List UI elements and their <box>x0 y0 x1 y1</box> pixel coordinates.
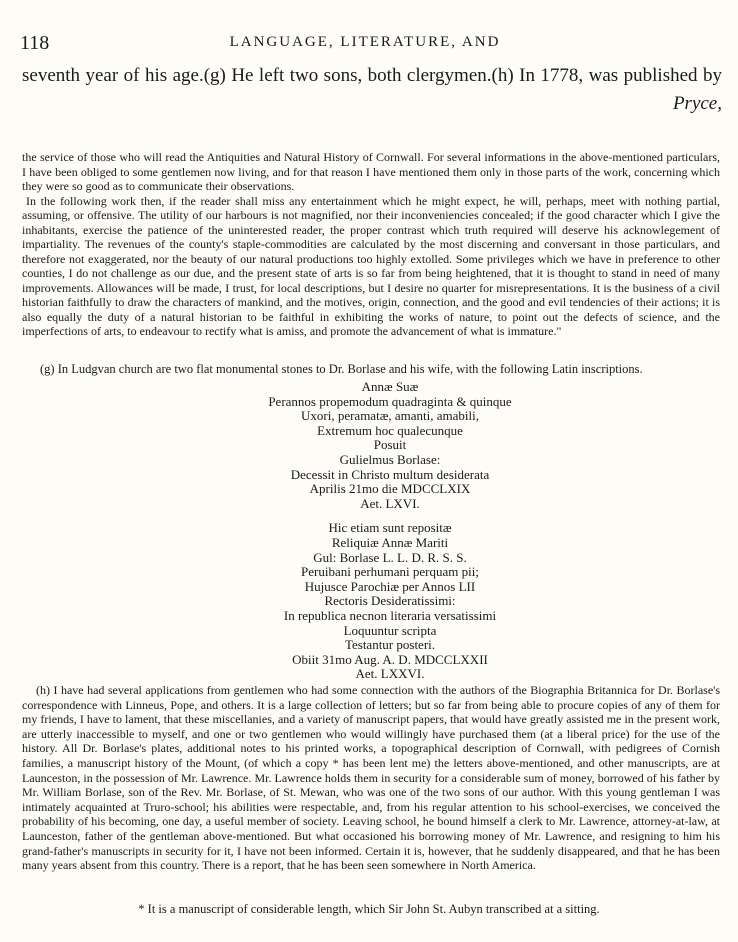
note-h-text: (h) I have had several applications from gentlemen who had some connection with the authors of the Biographia Britannica for Dr. Borlase's correspondence with Linneus, Pope, and others. It is a large collection of letters; but so far from being able to procure copies of any of them for my friends, I have to lament, that these miscellanies, and a variety of manuscript papers, that would have greatly assisted me in the present work, are utterly inaccessible to myself, and one or two gentlemen who would willingly have purchased them (at a liberal price) for the use of the history. All Dr. Borlase's plates, additional notes to his printed works, a topographical description of Cornwall, with pedigrees of Cornish families, a manuscript history of the Mount, (of which a copy * has been lent me) the letters above-mentioned, and other manuscripts, are at Launceston, in the possession of Mr. Lawrence. Mr. Lawrence holds them in security for a considerable sum of money, borrowed of his father by Mr. William Borlase, son of the Rev. Mr. Borlase, of St. Mewan, who was one of the two sons of our author. With this young gentleman I was intimately acquainted at Truro-school; his abilities were respectable, and, from his regular attention to his school-exercises, we conceived the probability of his becoming, one day, a useful member of society. Leaving school, he bound himself a clerk to Mr. Lawrence, attorney-at-law, at Launceston, father of the gentleman above-mentioned. But what occasioned his borrowing money of Mr. Lawrence, and resigning to him his grand-father's manuscripts in security for it, I have not been informed. Certain it is, however, that he suddenly disappeared, and that he has been many years absent from this country. There is a report, that he has been seen somewhere in North America. <box>22 683 720 873</box>
inscription-line: Rectoris Desideratissimi: <box>324 593 456 609</box>
inscription-line: Reliquiæ Annæ Mariti <box>331 534 449 550</box>
inscription-line: Aet. LXVI. <box>360 495 420 511</box>
note-g-intro: (g) In Ludgvan church are two flat monumental stones to Dr. Borlase and his wife, with the following Latin inscriptions. <box>40 362 643 376</box>
catchword: Pryce, <box>672 93 722 114</box>
note-h <box>22 683 720 873</box>
inscription-line: Obiit 31mo Aug. A. D. MDCCLXXII <box>292 651 488 667</box>
latin-inscription <box>230 380 550 682</box>
inscription-line: Annæ Suæ <box>361 379 419 394</box>
page-header <box>20 32 710 56</box>
inscription-line: Gul: Borlase L. L. D. R. S. S. <box>313 549 467 565</box>
inscription-line: Peruibani perhumani perquam pii; <box>301 564 479 580</box>
inscription-line: Loquuntur scripta <box>343 622 437 638</box>
inscription-line: Decessit in Christo multum desiderata <box>290 466 490 482</box>
page-footnote: * It is a manuscript of considerable length, which Sir John St. Aubyn transcribed at a sitting. <box>138 902 600 916</box>
page-number: 118 <box>20 32 50 54</box>
inscription-line: Aet. LXXVI. <box>355 666 425 682</box>
inscription-line: Posuit <box>373 437 407 453</box>
running-title: LANGUAGE, LITERATURE, AND <box>229 34 501 50</box>
main-text-line: seventh year of his age.(g) He left two sons, both clergymen.(h) In 1778, was published by <box>22 65 722 86</box>
inscription-line: Aprilis 21mo die MDCCLXIX <box>309 481 471 497</box>
inscription-line: Hujusce Parochiæ per Annos LII <box>304 578 476 594</box>
inscription-line: Testantur posteri. <box>344 637 436 653</box>
inscription-line: Extremum hoc qualecunque <box>317 422 463 438</box>
inscription-line: Hic etiam sunt repositæ <box>328 520 452 536</box>
quote-paragraph: In the following work then, if the reader shall miss any entertainment which he might expect, he will, perhaps, meet with nothing partial, assuming, or offensive. The utility of our harbours is not magnified, nor their inconveniencies concealed; if the good character which I give the inhabitants, exercise the patience of the uninterested reader, the proper contrast which truth required will deserve his acknowlegement of impartiality. The revenues of the county's staple-commodities are calculated by the most discerning and conversant in those particulars, and therefore not exaggerated, nor the beauty of our natural productions too highly extolled. Some privileges which we have in preference to other counties, I do not challenge as our due, and the present state of arts is so far from being heightened, that it is thought to stand in need of many improvements. Allowances will be made, I trust, for local descriptions, but I desire no quarter for misrepresentations. It is the business of a civil historian faithfully to draw the characters of mankind, and the motives, origin, connection, and the good and evil tendencies of their actions; it is also equally the duty of a natural historian to be faithful in exhibiting the works of nature, to point out the defects of science, and the imperfections of arts, to endeavour to rectify what is amiss, and promote the advancement of what is immature." <box>22 193 720 338</box>
quoted-preface <box>22 150 720 339</box>
inscription-line: Gulielmus Borlase: <box>339 451 441 467</box>
inscription-line: Uxori, peramatæ, amanti, amabili, <box>301 408 479 424</box>
quote-paragraph: the service of those who will read the Antiquities and Natural History of Cornwall. For several informations in the above-mentioned particulars, I have been obliged to some gentlemen now living, and for that reason I have mentioned them only in those parts of the work, concerning which they were so good as to communicate their observations. <box>22 150 720 193</box>
inscription-line: In republica necnon literaria versatissimi <box>283 607 497 623</box>
inscription-line: Perannos propemodum quadraginta & quinque <box>268 393 512 409</box>
